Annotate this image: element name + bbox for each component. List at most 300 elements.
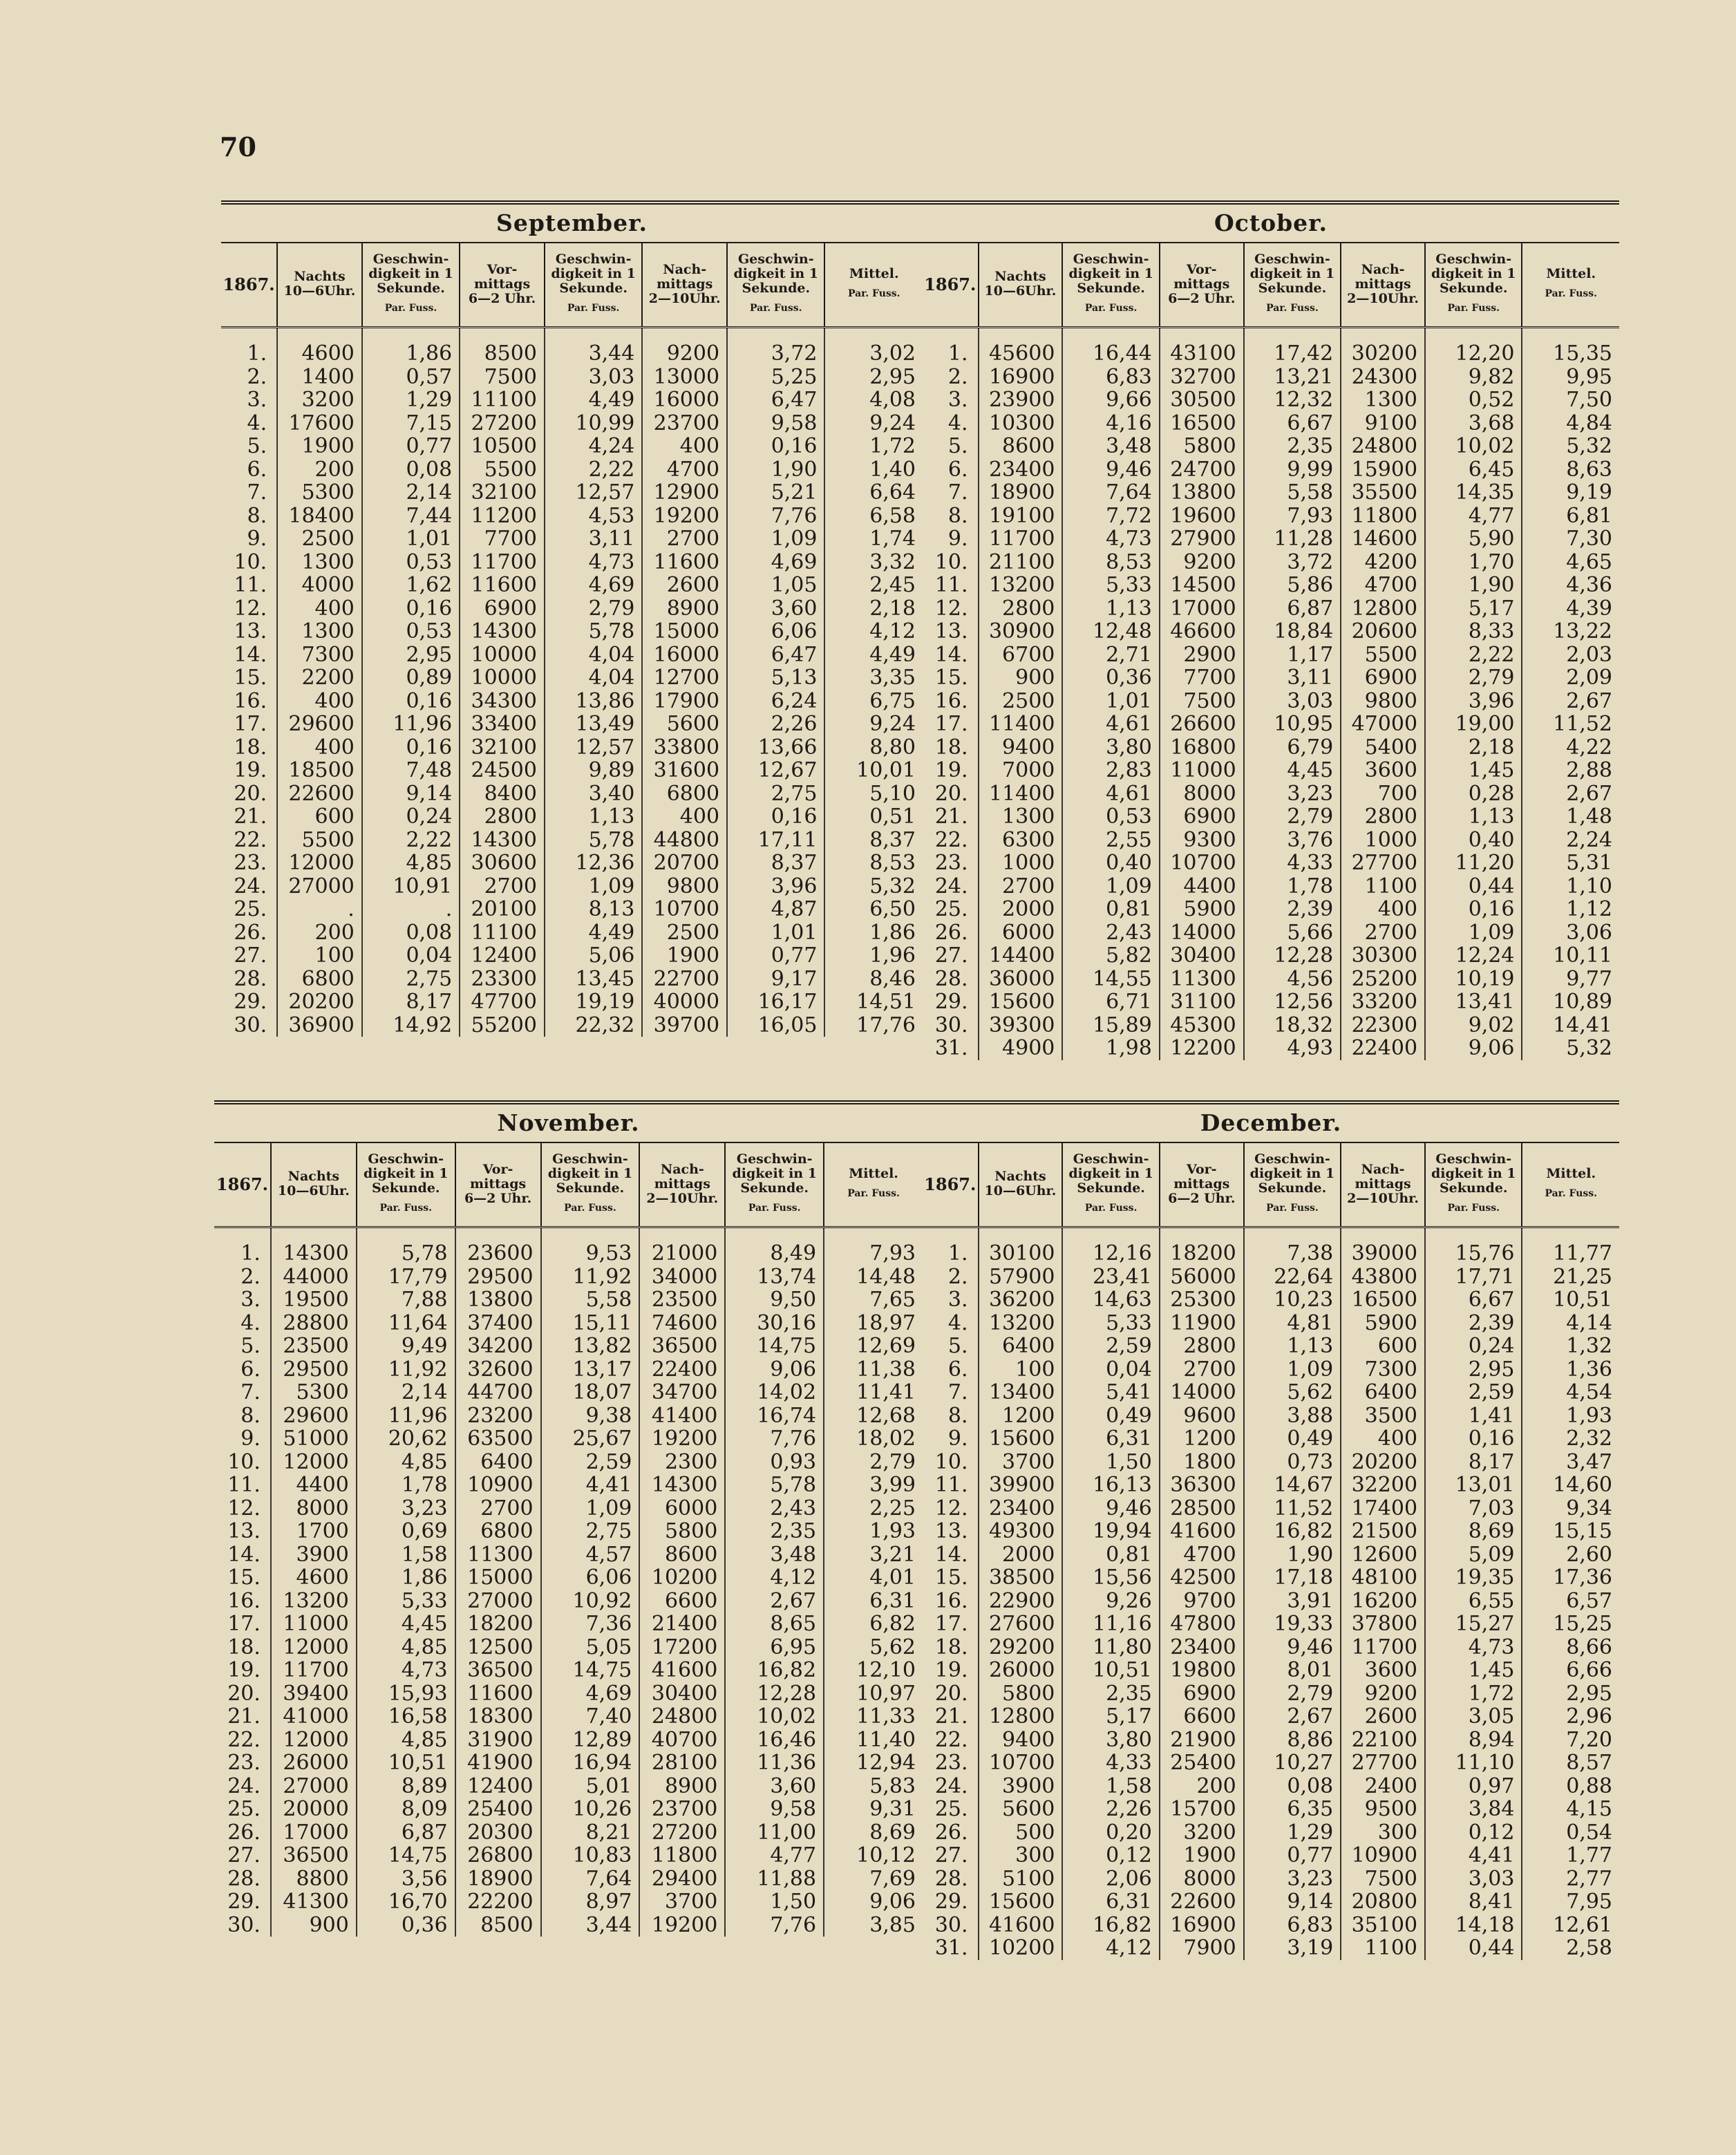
header-label: Vor-mittags	[470, 1161, 527, 1192]
vormittags-cell: 26800	[455, 1844, 541, 1867]
speed-nachmittags-cell: 11,88	[725, 1867, 824, 1891]
speed-nachts-cell: 0,12	[1062, 1844, 1159, 1867]
day-cell: 28.	[934, 966, 968, 991]
header-label: Mittel.	[849, 1166, 898, 1181]
table-row	[923, 1566, 1619, 1590]
table-row	[923, 759, 1619, 782]
nachts-cell: 8600	[979, 435, 1063, 458]
speed-vormittags-cell: 13,82	[541, 1335, 640, 1358]
speed-nachts-cell: 10,91	[362, 875, 460, 898]
nachts-cell: 49300	[979, 1520, 1063, 1543]
month-title: September.	[221, 205, 923, 243]
nachmittags-cell: 9800	[642, 875, 727, 898]
speed-nachts-cell: 4,85	[362, 851, 460, 875]
speed-nachmittags-cell: 1,45	[1425, 759, 1522, 782]
header-label: Nachts	[994, 269, 1046, 284]
speed-nachts-cell: 7,48	[362, 759, 460, 782]
speed-nachts-cell: 16,44	[1062, 328, 1159, 366]
speed-vormittags-cell: 1,13	[545, 805, 642, 829]
header-label: Geschwin-digkeit in 1 Sekunde.	[733, 252, 819, 296]
nachmittags-cell: 6900	[1341, 666, 1425, 690]
header-label: Nachts	[294, 269, 346, 284]
day-cell: 30.	[234, 1013, 267, 1037]
speed-vormittags-cell: 8,97	[541, 1890, 640, 1914]
speed-nachts-cell: 5,17	[1062, 1705, 1159, 1729]
header-label: 10—6Uhr.	[277, 1183, 350, 1198]
mittel-cell: 21,25	[1522, 1265, 1619, 1289]
day-cell: 3.	[240, 1288, 261, 1312]
mittel-cell: 9,24	[824, 713, 923, 736]
day-cell: 7.	[247, 480, 267, 505]
speed-nachmittags-cell: 12,67	[727, 759, 824, 782]
mittel-cell: 15,25	[1522, 1612, 1619, 1636]
speed-vormittags-cell: 5,78	[545, 620, 642, 643]
nachts-cell: 23400	[979, 1497, 1063, 1521]
speed-vormittags-cell: 4,49	[545, 921, 642, 945]
nachmittags-cell: 9200	[1341, 1682, 1425, 1706]
table-row	[923, 458, 1619, 482]
nachmittags-cell: 14300	[639, 1474, 725, 1497]
nachts-cell: 18500	[277, 759, 362, 782]
vormittags-cell: 30500	[1160, 388, 1244, 412]
speed-nachmittags-cell: 2,22	[1425, 643, 1522, 667]
speed-nachmittags-cell: 0,44	[1425, 875, 1522, 898]
speed-nachmittags-cell: 0,16	[1425, 1427, 1522, 1451]
header-speed-vormittags	[1244, 243, 1341, 328]
table-row	[214, 1612, 923, 1636]
header-nachmittags	[642, 243, 727, 328]
nachts-cell: 10700	[979, 1751, 1063, 1775]
mittel-cell: 12,94	[824, 1751, 923, 1775]
header-label: Geschwin-digkeit in 1 Sekunde.	[1068, 252, 1153, 296]
mittel-cell: 6,50	[824, 898, 923, 921]
mittel-cell: 2,77	[1522, 1867, 1619, 1891]
speed-nachmittags-cell: 14,35	[1425, 481, 1522, 505]
speed-nachts-cell: 15,56	[1062, 1566, 1159, 1590]
header-label: Geschwin-digkeit in 1 Sekunde.	[368, 252, 453, 296]
header-nachts	[271, 1143, 357, 1227]
speed-vormittags-cell: 16,82	[1244, 1520, 1341, 1543]
nachts-cell: 13200	[979, 574, 1063, 597]
nachts-cell: 5100	[979, 1867, 1063, 1891]
speed-nachts-cell: 9,14	[362, 782, 460, 806]
speed-nachmittags-cell: 11,10	[1425, 1751, 1522, 1775]
speed-vormittags-cell: 8,86	[1244, 1729, 1341, 1752]
speed-nachts-cell: 16,70	[357, 1890, 455, 1914]
nachmittags-cell: 30200	[1341, 328, 1425, 366]
vormittags-cell: 14300	[460, 829, 545, 852]
speed-nachts-cell: 4,33	[1062, 1751, 1159, 1775]
day-cell: 12.	[227, 1496, 261, 1521]
table-row	[923, 1427, 1619, 1451]
mittel-cell: 5,83	[824, 1775, 923, 1798]
speed-nachmittags-cell: 5,25	[727, 366, 824, 389]
speed-nachmittags-cell: 8,37	[727, 851, 824, 875]
vormittags-cell: 55200	[460, 1014, 545, 1037]
vormittags-cell: 10900	[455, 1474, 541, 1497]
mittel-cell: 10,01	[824, 759, 923, 782]
speed-nachmittags-cell: 14,18	[1425, 1914, 1522, 1937]
speed-nachmittags-cell: 16,05	[727, 1014, 824, 1037]
table-row	[214, 1381, 923, 1404]
nachmittags-cell: 3600	[1341, 1659, 1425, 1682]
mittel-cell: 11,33	[824, 1705, 923, 1729]
speed-vormittags-cell: 9,53	[541, 1227, 640, 1265]
nachmittags-cell: 22700	[642, 968, 727, 991]
speed-nachmittags-cell: 4,77	[725, 1844, 824, 1867]
nachmittags-cell: 37800	[1341, 1612, 1425, 1636]
table-row	[221, 690, 923, 713]
vormittags-cell: 16900	[1160, 1914, 1244, 1937]
nachmittags-cell: 19200	[642, 505, 727, 528]
nachts-cell: 45600	[979, 328, 1063, 366]
mittel-cell: 4,65	[1522, 551, 1619, 574]
speed-nachts-cell: 6,71	[1062, 990, 1159, 1014]
day-cell: 5.	[947, 1334, 968, 1358]
speed-nachts-cell: 1,01	[1062, 690, 1159, 713]
nachts-cell: 2700	[979, 875, 1063, 898]
nachmittags-cell: 19200	[639, 1427, 725, 1451]
speed-nachmittags-cell: 1,70	[1425, 551, 1522, 574]
header-vormittags	[1160, 243, 1244, 328]
nachts-cell: 10200	[979, 1937, 1063, 1960]
day-cell: 10.	[227, 1449, 261, 1474]
table-row	[923, 1474, 1619, 1497]
vormittags-cell: 19600	[1160, 505, 1244, 528]
speed-nachmittags-cell: 4,12	[725, 1566, 824, 1590]
day-cell: 18.	[227, 1635, 261, 1659]
header-speed-nachts	[362, 243, 460, 328]
vormittags-cell: 14300	[460, 620, 545, 643]
speed-nachmittags-cell: 6,06	[727, 620, 824, 643]
speed-nachmittags-cell: 6,47	[727, 388, 824, 412]
table-row	[221, 875, 923, 898]
data-table	[923, 1143, 1619, 1960]
nachts-cell: 51000	[271, 1427, 357, 1451]
vormittags-cell: 9300	[1160, 829, 1244, 852]
day-cell: 12.	[234, 596, 267, 621]
header-label: Nach-mittags	[654, 1161, 710, 1192]
speed-nachts-cell: 0,16	[362, 690, 460, 713]
speed-nachts-cell: 0,36	[1062, 666, 1159, 690]
nachts-cell: 44000	[271, 1265, 357, 1289]
vormittags-cell: 14000	[1160, 921, 1244, 945]
speed-nachts-cell: 0,81	[1062, 1543, 1159, 1567]
day-cell: 19.	[227, 1658, 261, 1682]
nachmittags-cell: 3500	[1341, 1404, 1425, 1428]
mittel-cell: 9,06	[824, 1890, 923, 1914]
nachts-cell: 39300	[979, 1014, 1063, 1037]
month-table	[221, 200, 923, 1037]
speed-vormittags-cell: 16,94	[541, 1751, 640, 1775]
nachmittags-cell: 16500	[1341, 1288, 1425, 1312]
table-row	[923, 1543, 1619, 1567]
speed-vormittags-cell: 13,21	[1244, 366, 1341, 389]
header-label: Nach-mittags	[1355, 1161, 1411, 1192]
vormittags-cell: 45300	[1160, 1014, 1244, 1037]
table-row	[214, 1265, 923, 1289]
speed-vormittags-cell: 17,42	[1244, 328, 1341, 366]
speed-nachts-cell: 4,12	[1062, 1937, 1159, 1960]
day-cell: 14.	[227, 1542, 261, 1567]
speed-vormittags-cell: 19,19	[545, 990, 642, 1014]
nachmittags-cell: 1100	[1341, 875, 1425, 898]
month-title: November.	[214, 1104, 923, 1143]
nachmittags-cell: 24300	[1341, 366, 1425, 389]
vormittags-cell: 41900	[455, 1751, 541, 1775]
table-row	[923, 1497, 1619, 1521]
speed-vormittags-cell: 4,73	[545, 551, 642, 574]
speed-nachts-cell: 6,83	[1062, 366, 1159, 389]
table-row	[221, 805, 923, 829]
table-row	[214, 1867, 923, 1891]
speed-vormittags-cell: 13,86	[545, 690, 642, 713]
mittel-cell: 6,75	[824, 690, 923, 713]
table-row	[214, 1682, 923, 1706]
nachmittags-cell: 11600	[642, 551, 727, 574]
nachmittags-cell: 74600	[639, 1312, 725, 1335]
mittel-cell: 5,10	[824, 782, 923, 806]
speed-nachmittags-cell: 10,02	[725, 1705, 824, 1729]
speed-nachmittags-cell: 3,72	[727, 328, 824, 366]
header-label: 10—6Uhr.	[984, 1183, 1057, 1198]
speed-nachts-cell: 0,69	[357, 1520, 455, 1543]
table-row	[221, 736, 923, 760]
nachmittags-cell: 31600	[642, 759, 727, 782]
nachmittags-cell: 40700	[639, 1729, 725, 1752]
table-row	[923, 1312, 1619, 1335]
nachts-cell: 41300	[271, 1890, 357, 1914]
speed-nachts-cell: 2,95	[362, 643, 460, 667]
table-row	[923, 713, 1619, 736]
speed-vormittags-cell: 10,99	[545, 412, 642, 435]
day-cell: 6.	[240, 1357, 261, 1382]
nachmittags-cell: 1100	[1341, 1937, 1425, 1960]
speed-nachmittags-cell: 1,90	[727, 458, 824, 482]
header-label: 1867.	[216, 1174, 269, 1194]
day-cell: 12.	[934, 596, 968, 621]
nachmittags-cell: 400	[1341, 1427, 1425, 1451]
mittel-cell: 7,95	[1522, 1890, 1619, 1914]
vormittags-cell: 31900	[455, 1729, 541, 1752]
mittel-cell: 1,32	[1522, 1335, 1619, 1358]
day-cell: 9.	[247, 527, 267, 551]
nachmittags-cell: 20200	[1341, 1451, 1425, 1474]
nachmittags-cell: 36500	[639, 1335, 725, 1358]
speed-vormittags-cell: 5,06	[545, 944, 642, 968]
speed-nachmittags-cell: 1,13	[1425, 805, 1522, 829]
nachts-cell: 14300	[271, 1227, 357, 1265]
speed-nachts-cell: 0,53	[362, 620, 460, 643]
vormittags-cell: 10000	[460, 666, 545, 690]
speed-nachmittags-cell: 0,77	[727, 944, 824, 968]
speed-nachts-cell: 1,13	[1062, 597, 1159, 621]
table-row	[923, 875, 1619, 898]
speed-nachts-cell: 11,92	[357, 1358, 455, 1382]
day-cell: 11.	[227, 1473, 261, 1497]
nachmittags-cell: 32200	[1341, 1474, 1425, 1497]
vormittags-cell: 28500	[1160, 1497, 1244, 1521]
speed-nachmittags-cell: 4,77	[1425, 505, 1522, 528]
nachmittags-cell: 6000	[639, 1497, 725, 1521]
day-cell: 25.	[227, 1797, 261, 1821]
table-row	[214, 1914, 923, 1937]
day-cell: 26.	[234, 920, 267, 945]
nachmittags-cell: 34700	[639, 1381, 725, 1404]
mittel-cell: 2,24	[1522, 829, 1619, 852]
day-cell: 23.	[234, 851, 267, 875]
nachmittags-cell: 12800	[1341, 597, 1425, 621]
vormittags-cell: 29500	[455, 1265, 541, 1289]
unit-label: Par. Fuss.	[1447, 1203, 1500, 1214]
mittel-cell: 8,37	[824, 829, 923, 852]
speed-vormittags-cell: 0,73	[1244, 1451, 1341, 1474]
speed-vormittags-cell: 3,40	[545, 782, 642, 806]
header-label: Geschwin-digkeit in 1 Sekunde.	[1431, 252, 1516, 296]
mittel-cell: 3,35	[824, 666, 923, 690]
nachts-cell: 23500	[271, 1335, 357, 1358]
mittel-cell: 7,20	[1522, 1729, 1619, 1752]
nachts-cell: 41600	[979, 1914, 1063, 1937]
day-cell: 15.	[934, 1565, 968, 1590]
nachts-cell: 3900	[271, 1543, 357, 1567]
header-speed-nachts	[357, 1143, 455, 1227]
speed-vormittags-cell: 8,01	[1244, 1659, 1341, 1682]
mittel-cell: 4,15	[1522, 1798, 1619, 1821]
speed-nachts-cell: 15,89	[1062, 1014, 1159, 1037]
vormittags-cell: 46600	[1160, 620, 1244, 643]
nachmittags-cell: 30400	[639, 1682, 725, 1706]
mittel-cell: 4,84	[1522, 412, 1619, 435]
speed-vormittags-cell: 3,91	[1244, 1590, 1341, 1613]
speed-nachts-cell: 1,09	[1062, 875, 1159, 898]
speed-vormittags-cell: 12,57	[545, 481, 642, 505]
vormittags-cell: 7700	[460, 527, 545, 551]
vormittags-cell: 8500	[460, 328, 545, 366]
mittel-cell: 10,11	[1522, 944, 1619, 968]
speed-nachts-cell: 0,16	[362, 597, 460, 621]
day-cell: 9.	[947, 1427, 968, 1451]
nachts-cell: 20000	[271, 1798, 357, 1821]
nachmittags-cell: 1000	[1341, 829, 1425, 852]
speed-nachts-cell: 7,64	[1062, 481, 1159, 505]
speed-vormittags-cell: 6,35	[1244, 1798, 1341, 1821]
nachts-cell: 5300	[277, 481, 362, 505]
header-year	[214, 1143, 271, 1227]
speed-vormittags-cell: 2,79	[545, 597, 642, 621]
table-row	[923, 1037, 1619, 1060]
table-row	[214, 1312, 923, 1335]
day-cell: 22.	[934, 827, 968, 852]
speed-nachts-cell: 7,72	[1062, 505, 1159, 528]
mittel-cell: 0,51	[824, 805, 923, 829]
day-cell: 8.	[240, 1403, 261, 1428]
speed-vormittags-cell: 11,92	[541, 1265, 640, 1289]
speed-nachmittags-cell: 14,75	[725, 1335, 824, 1358]
speed-nachmittags-cell: 3,60	[727, 597, 824, 621]
speed-nachts-cell: 1,62	[362, 574, 460, 597]
nachts-cell: 3200	[277, 388, 362, 412]
vormittags-cell: 25400	[455, 1798, 541, 1821]
nachmittags-cell: 4700	[642, 458, 727, 482]
table-row	[923, 921, 1619, 945]
nachmittags-cell: 9500	[1341, 1798, 1425, 1821]
nachts-cell: 13200	[979, 1312, 1063, 1335]
nachts-cell: 2500	[979, 690, 1063, 713]
mittel-cell: 6,66	[1522, 1659, 1619, 1682]
day-cell: 11.	[934, 1473, 968, 1497]
day-cell: 21.	[934, 804, 968, 829]
day-cell: 20.	[934, 781, 968, 806]
speed-nachts-cell: 5,33	[1062, 574, 1159, 597]
nachmittags-cell: 5800	[639, 1520, 725, 1543]
header-label: 10—6Uhr.	[283, 283, 356, 299]
speed-nachmittags-cell: 3,84	[1425, 1798, 1522, 1821]
speed-vormittags-cell: 3,03	[1244, 690, 1341, 713]
speed-nachts-cell: 4,61	[1062, 782, 1159, 806]
nachmittags-cell: 9100	[1341, 412, 1425, 435]
table-row	[923, 551, 1619, 574]
vormittags-cell: 21900	[1160, 1729, 1244, 1752]
day-cell: 13.	[227, 1519, 261, 1543]
header-vormittags	[460, 243, 545, 328]
data-table	[221, 243, 923, 1037]
header-speed-nachts	[1062, 1143, 1159, 1227]
mittel-cell: 10,12	[824, 1844, 923, 1867]
header-mittel	[824, 1143, 923, 1227]
nachts-cell: 8000	[271, 1497, 357, 1521]
nachmittags-cell: 20800	[1341, 1890, 1425, 1914]
day-cell: 21.	[234, 804, 267, 829]
speed-vormittags-cell: 19,33	[1244, 1612, 1341, 1636]
speed-vormittags-cell: 10,83	[541, 1844, 640, 1867]
speed-nachmittags-cell: 2,26	[727, 713, 824, 736]
speed-vormittags-cell: 15,11	[541, 1312, 640, 1335]
table-row	[214, 1497, 923, 1521]
nachts-cell: 10300	[979, 412, 1063, 435]
nachmittags-cell: 2300	[639, 1451, 725, 1474]
nachmittags-cell: 5600	[642, 713, 727, 736]
speed-nachmittags-cell: 9,06	[1425, 1037, 1522, 1060]
speed-vormittags-cell: 7,93	[1244, 505, 1341, 528]
speed-nachmittags-cell: 3,03	[1425, 1867, 1522, 1891]
mittel-cell: 15,15	[1522, 1520, 1619, 1543]
header-label: Geschwin-digkeit in 1 Sekunde.	[1068, 1151, 1153, 1196]
nachmittags-cell: 30300	[1341, 944, 1425, 968]
speed-nachts-cell: 16,13	[1062, 1474, 1159, 1497]
speed-nachts-cell: 4,45	[357, 1612, 455, 1636]
speed-nachmittags-cell: 9,58	[727, 412, 824, 435]
vormittags-cell: 37400	[455, 1312, 541, 1335]
day-cell: 29.	[227, 1890, 261, 1914]
header-label: 2—10Uhr.	[1347, 290, 1419, 306]
speed-nachts-cell: 9,49	[357, 1335, 455, 1358]
nachts-cell: 2500	[277, 527, 362, 551]
speed-nachmittags-cell: 9,06	[725, 1358, 824, 1382]
day-cell: 16.	[234, 688, 267, 713]
speed-vormittags-cell: 10,27	[1244, 1751, 1341, 1775]
speed-nachmittags-cell: 11,20	[1425, 851, 1522, 875]
table-row	[923, 1729, 1619, 1752]
nachmittags-cell: 27700	[1341, 1751, 1425, 1775]
table-row	[221, 458, 923, 482]
speed-nachmittags-cell: 16,46	[725, 1729, 824, 1752]
table-row	[923, 1404, 1619, 1428]
speed-nachmittags-cell: 3,96	[1425, 690, 1522, 713]
unit-label: Par. Fuss.	[379, 1203, 433, 1214]
mittel-cell: 10,51	[1522, 1288, 1619, 1312]
nachts-cell: 27000	[271, 1775, 357, 1798]
